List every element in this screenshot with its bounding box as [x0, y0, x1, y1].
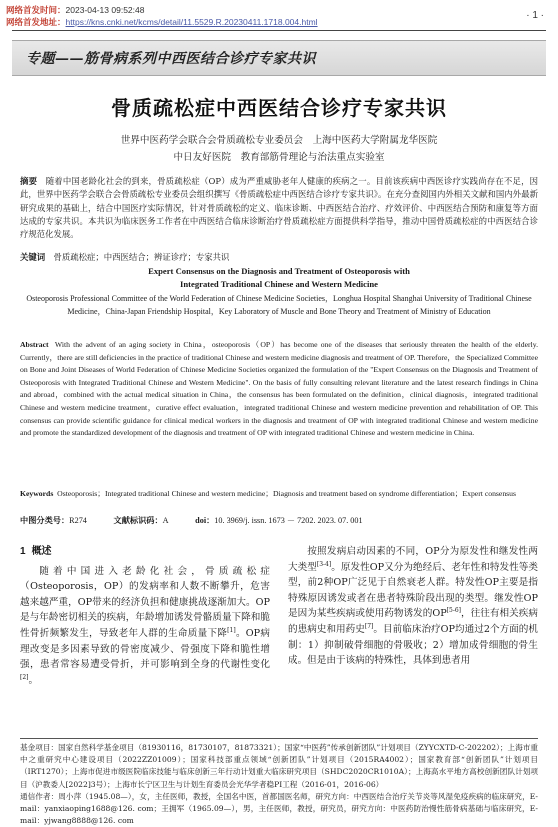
- document-code: 文献标识码：A: [113, 515, 169, 525]
- citation-ref[interactable]: [5-6]: [446, 607, 462, 615]
- abstract-en-text: With the advent of an aging society in China，osteoporosis（OP）has become one of the diseases that seriously threaten the health of the elderly. Currently，there are still deficiencies in the practice of traditional Chinese and western medicine diagnosis and treatment of OP. Therefore，the Specialized Committee on Bone and Joint Diseases of World Federation of Chinese Medicine Societies organized the formulation of the "Expert Consensus on the Diagnosis and Treatment of Osteoporosis with Integrated Traditional Chinese and Western Medicine". On the basis of fully consulting relevant literature and the latest research findings in China and abroad，combined with the actual medical situation in China，the consensus has been formulated on the definition，clinical diagnosis，integrated traditional Chinese and western medicine treatment，curative effect evaluation，integrated traditional Chinese and western medicine prevention and rehabilitation of OP. This consensus can provide scientific guidance for clinical medical workers in the diagnosis and treatment of OP with integrated traditional Chinese and western medicine and promote the standardized development of the diagnosis and treatment of OP with integrated traditional Chinese and western medicine in China.: [20, 340, 538, 438]
- article-title-en-line2: Integrated Traditional Chinese and Western Medicine: [180, 279, 378, 289]
- abstract-cn-label: 摘要: [20, 176, 38, 186]
- topic-banner-text: 专题——筋骨病系列中西医结合诊疗专家共识: [26, 51, 316, 67]
- section-number: 1: [20, 546, 26, 557]
- section-title: 概述: [31, 546, 52, 557]
- url-label: 网络首发地址: [6, 17, 58, 27]
- section-heading: [20, 544, 270, 560]
- article-meta: [20, 515, 538, 526]
- header-rule: [12, 30, 546, 31]
- first-publication-value: 2023-04-13 09:52:48: [65, 5, 145, 15]
- keywords-cn: [20, 251, 538, 263]
- keywords-en-text: Osteoporosis；Integrated traditional Chinese and western medicine；Diagnosis and treatment based on syndrome differentiation；Expert consensus: [57, 489, 517, 498]
- funding-text: 基金项目：国家自然科学基金项目（81930116，81730107，81873321）；国家“中医药”传承创新团队”计划项目（ZYYCXTD-C-202202）；上海市重中之重研究中心建设项目（2022ZZ01009）；国家科技部重点领域“创新团队”计划项目（2015RA4002）；国家教育部“创新团队”计划项目（IRT1270）；上海市促进市级医院临床技能与临床创新三年行动计划重大临床研究项目（SHDC2020CR1010A）；上海高水平地方高校创新团队计划项目（沪教委人[2022]3号）；上海市长宁区卫生与计划生育委员会光华学者稳PI工程（2016-01，2016-06）: [20, 743, 538, 789]
- keywords-en-label: Keywords: [20, 489, 54, 498]
- clc-number: 中图分类号：R274: [20, 515, 87, 525]
- keywords-cn-label: 关键词: [20, 252, 46, 262]
- citation-ref[interactable]: [7]: [364, 622, 374, 630]
- first-publication-url-line: 网络首发地址：https://kns.cnki.net/kcms/detail/11.5529.R.20230411.1718.004.html: [6, 17, 318, 27]
- authors-cn-line2: 中日友好医院 教育部筋骨理论与治法重点实验室: [173, 152, 385, 163]
- authors-cn: [20, 132, 538, 166]
- abstract-cn-text: 随着中国老龄化社会的到来，骨质疏松症（OP）成为严重威胁老年人健康的疾病之一。目前该疾病中西医诊疗实践尚存在不足，因此，世界中医药学会联合会骨质疏松专业委员会组织撰写《骨质疏松症中西医结合诊疗专家共识》。在充分查阅国内外相关文献和国内外最新研究成果的基础上，结合中国医疗实际情况，针对骨质疏松的定义、临床诊断、中西医结合治疗、疗效评价、中西医结合预防和康复等方面达成的专家共识。本共识为临床医务工作者在中西医结合临床诊断治疗骨质疏松症方面提供科学指导，推动中国骨质疏松症的中西医结合诊疗规范化发展。: [20, 176, 539, 240]
- first-publication-label: 网络首发时间: [6, 5, 58, 15]
- doi: doi：10. 3969/j. issn. 1673 － 7202. 2023. 07. 001: [195, 516, 363, 525]
- body-column-left: [20, 544, 270, 688]
- authors-en: Osteoporosis Professional Committee of the World Federation of Chinese Medicine Societies，Longhua Hospital Shanghai University of Traditional Chinese Medicine，China-Japan Friendship Hospital，Key Laboratory of Muscle and Bone Theory and Treatment of Ministry of Education: [26, 294, 532, 316]
- citation-ref[interactable]: [1]: [227, 626, 236, 634]
- article-title-en: [20, 265, 538, 291]
- topic-banner: [12, 40, 546, 76]
- corresponding-author-text: 通信作者：周小萍（1945.08—），女，主任医师，教授，全国名中医，首都国医名师，研究方向：中西医结合治疗关节炎等风湿免疫疾病的临床研究，E-mail：yanxiaoping1688@126. com；王拥军（1965.09—），男，主任医师，教授，研究员，研究方向：中医药防治慢性筋骨病基础与临床研究，E-mail：yjwang8888@126. com: [20, 791, 538, 826]
- first-publication-url[interactable]: https://kns.cnki.net/kcms/detail/11.5529.R.20230411.1718.004.html: [65, 17, 318, 27]
- body-column-right: [288, 544, 538, 669]
- body-paragraph-right: 按照发病启动因素的不同，OP分为原发性和继发性两大类型[3-4]。原发性OP又分为绝经后、老年性和特发性等类型，前2种OP广泛见于自然衰老人群。特发性OP主要是指特殊原因诱发或者在患者特殊阶段出现的类型。继发性OP是因为某些疾病或使用药物诱发的OP[5-6]，往往有相关疾病的患病史和用药史[7]。目前临床治疗OP均通过2个方面的机制：1）抑制破骨细胞的骨吸收；2）增加成骨细胞的骨生成。但是由于该病的特殊性，具体到患者用: [288, 546, 539, 667]
- article-title-en-line1: Expert Consensus on the Diagnosis and Treatment of Osteoporosis with: [148, 266, 410, 276]
- citation-ref[interactable]: [2]: [20, 673, 29, 681]
- body-paragraph-left: 随着中国进入老龄化社会，骨质疏松症（Osteoporosis，OP）的发病率和人数不断攀升，危害越来越严重，OP带来的经济负担和健康挑战逐渐加大。OP是与年龄密切相关的疾病，年龄增加诱发骨骼质量下降和脆性骨折频繁发生，导致老年人群的生命质量下降[1]。OP病理改变是多因素导致的骨密度减少、骨强度下降和脆性增强，患者常容易遭受骨折，并可影响到全身的代谢性变化[2]。: [20, 565, 270, 686]
- first-publication-time: 网络首发时间：2023-04-13 09:52:48: [6, 5, 145, 15]
- abstract-en-label: Abstract: [20, 340, 49, 349]
- abstract-en: [20, 339, 538, 440]
- keywords-en: [20, 488, 538, 501]
- keywords-cn-text: 骨质疏松症；中西医结合；辨证诊疗；专家共识: [53, 252, 230, 262]
- authors-cn-line1: 世界中医药学会联合会骨质疏松专业委员会 上海中医药大学附属龙华医院: [120, 135, 438, 146]
- article-title-cn: 骨质疏松症中西医结合诊疗专家共识: [111, 96, 447, 120]
- abstract-cn: [20, 175, 538, 241]
- citation-ref[interactable]: [3-4]: [316, 560, 332, 568]
- page-number: · 1 ·: [526, 10, 544, 21]
